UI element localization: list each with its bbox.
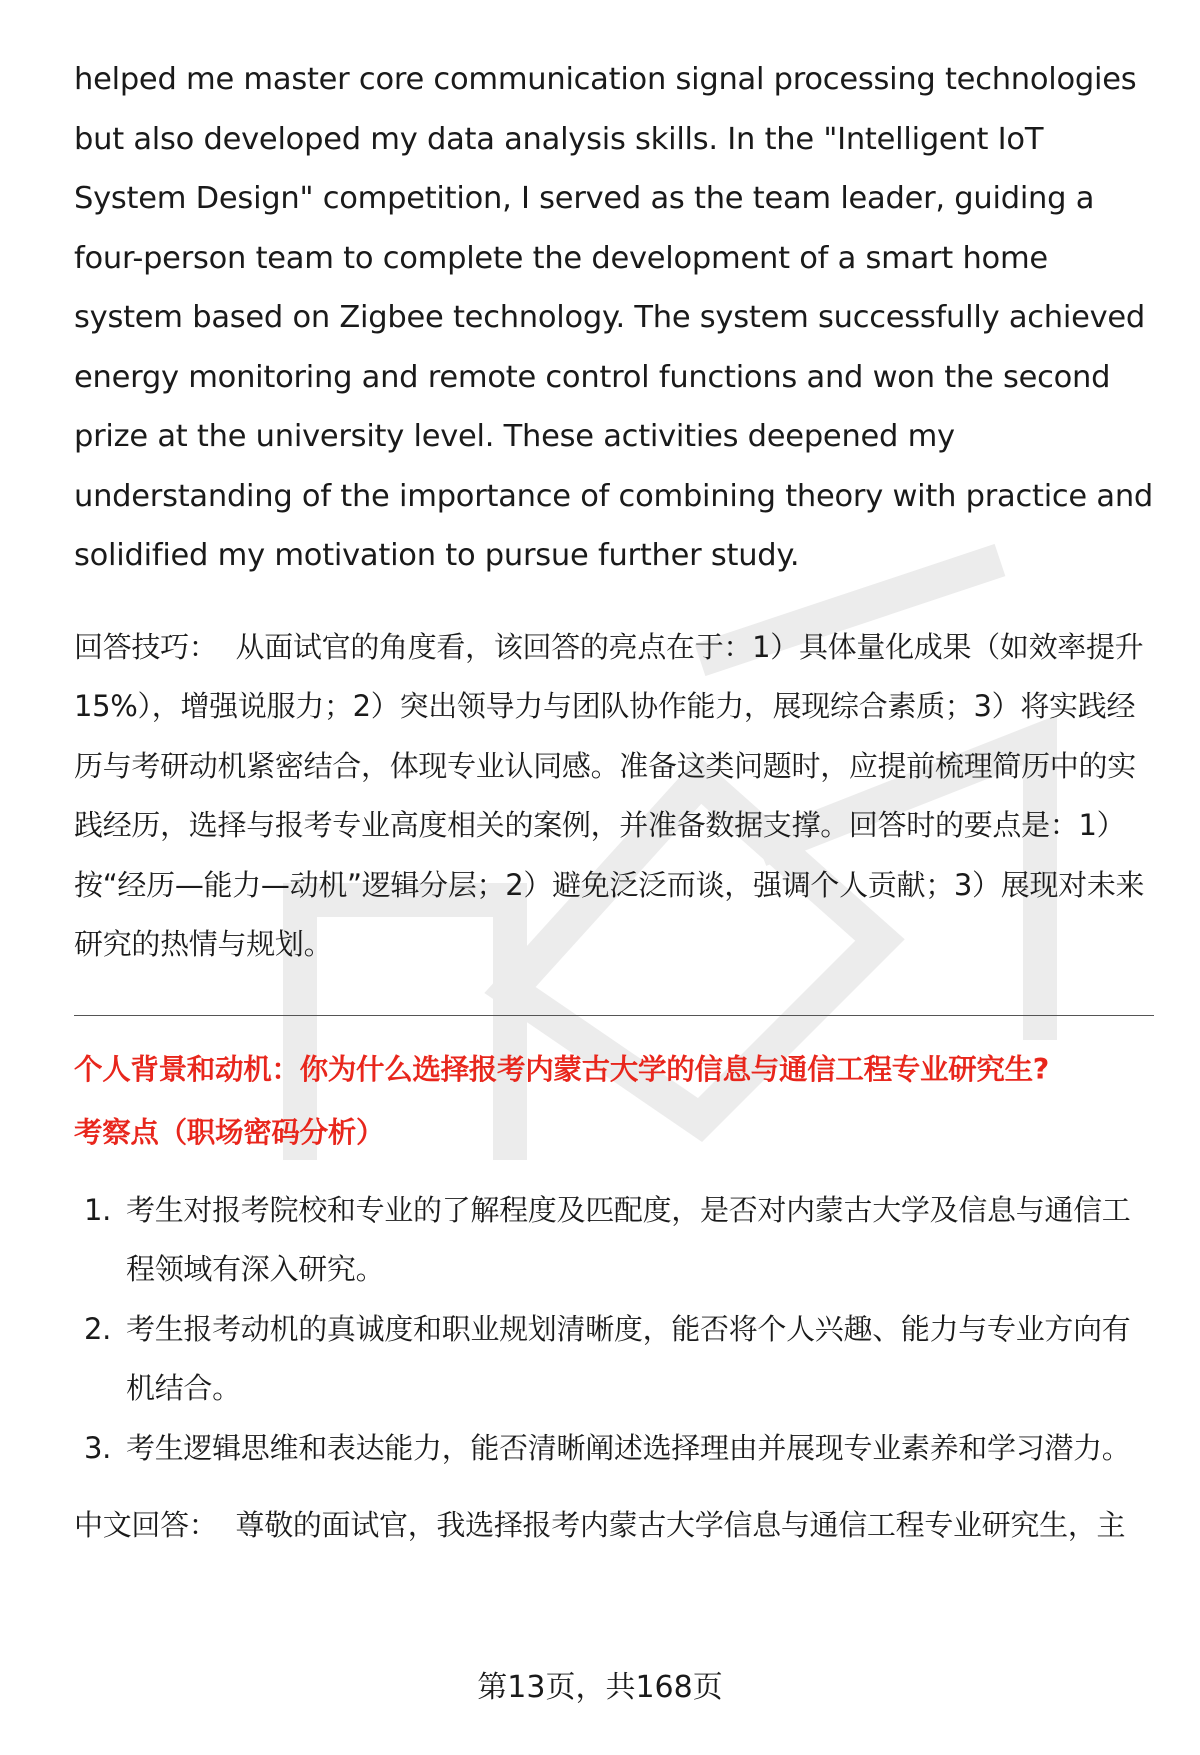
list-item — [74, 1181, 1154, 1300]
list-item-number: 2. — [84, 1311, 112, 1346]
list-item-number: 3. — [84, 1430, 112, 1465]
list-item-text: 考生报考动机的真诚度和职业规划清晰度，能否将个人兴趣、能力与专业方向有机结合。 — [126, 1311, 1131, 1405]
answer-tips-text: 从面试官的角度看，该回答的亮点在于：1）具体量化成果（如效率提升15%），增强说服力；2）突出领导力与团队协作能力，展现综合素质；3）将实践经历与考研动机紧密结合，体现专业认同感。准备这类问题时，应提前梳理简历中的实践经历，选择与报考专业高度相关的案例，并准备数据支撑。回答时的要点是：1）按“经历—能力—动机”逻辑分层；2）避免泛泛而谈，强调个人贡献；3）展现对未来研究的热情与规划。 — [74, 629, 1145, 961]
chinese-answer-text: 尊敬的面试官，我选择报考内蒙古大学信息与通信工程专业研究生，主 — [235, 1508, 1126, 1542]
exam-points-list — [74, 1181, 1154, 1479]
page-number-footer: 第13页，共168页 — [477, 1670, 723, 1705]
answer-tips-paragraph — [74, 618, 1154, 975]
list-item-text: 考生对报考院校和专业的了解程度及匹配度，是否对内蒙古大学及信息与通信工程领域有深入研究。 — [126, 1192, 1131, 1286]
chinese-answer-paragraph — [74, 1496, 1154, 1556]
chinese-answer-label: 中文回答： — [74, 1508, 218, 1542]
list-item-number: 1. — [84, 1192, 112, 1227]
list-item — [74, 1419, 1154, 1479]
page-content — [74, 50, 1154, 1556]
answer-tips-label: 回答技巧： — [74, 629, 218, 664]
english-answer-paragraph: helped me master core communication signal processing technologies but also developed my data analysis skills. In the "Intelligent IoT System Design" competition, I served as the team leader, guiding a four-person team to complete the development of a smart home system based on Zigbee technology. The system successfully achieved energy monitoring and remote control functions and won the second prize at the university level. These activities deepened my understanding of the importance of combining theory with practice and solidified my motivation to pursue further study. — [74, 62, 1154, 573]
question-heading: 个人背景和动机：你为什么选择报考内蒙古大学的信息与通信工程专业研究生? — [74, 1052, 1050, 1086]
section-divider — [74, 1015, 1154, 1016]
exam-points-heading: 考察点（职场密码分析） — [74, 1116, 385, 1149]
list-item — [74, 1300, 1154, 1419]
list-item-text: 考生逻辑思维和表达能力，能否清晰阐述选择理由并展现专业素养和学习潜力。 — [126, 1430, 1131, 1465]
